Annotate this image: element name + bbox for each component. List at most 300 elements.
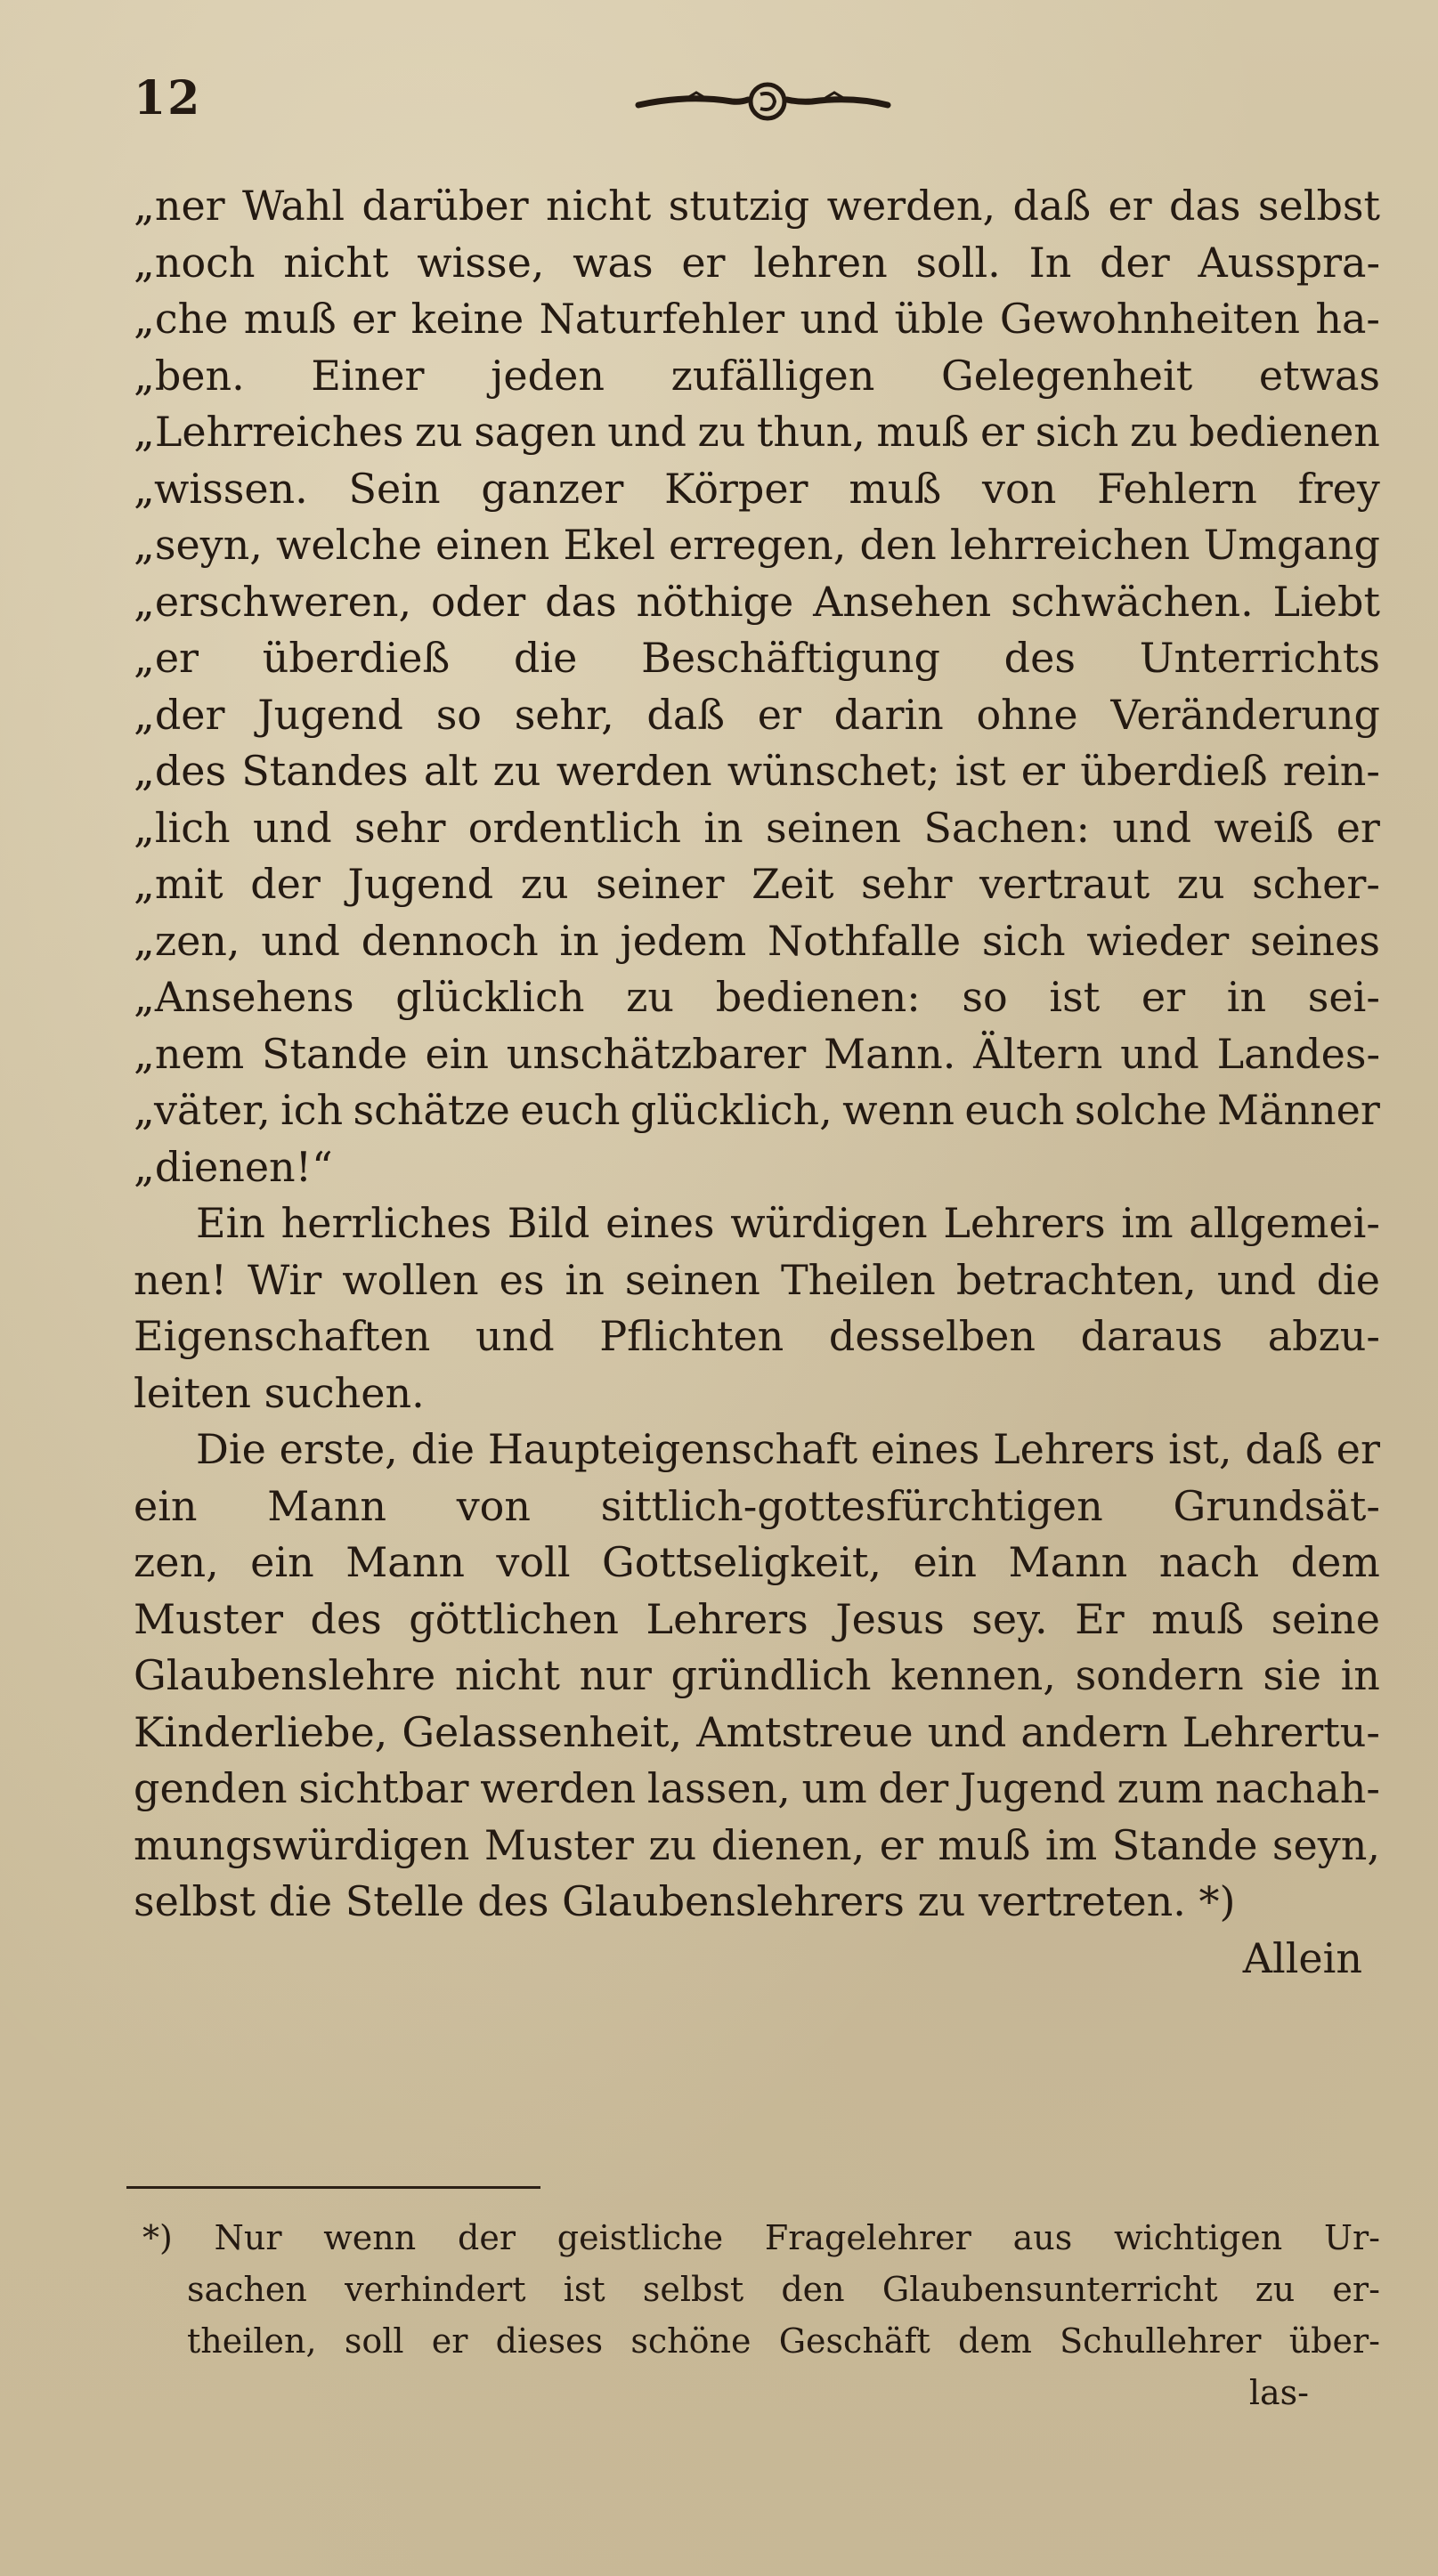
- word: Gewohnheiten: [999, 295, 1300, 343]
- text-line: [134, 178, 1380, 235]
- word: ist: [955, 747, 1006, 795]
- word: nachah-: [1215, 1764, 1380, 1812]
- word: *): [142, 2218, 173, 2257]
- word: lassen,: [646, 1764, 791, 1812]
- word: darin: [833, 690, 944, 739]
- word: dieses: [495, 2321, 604, 2361]
- word: „zen,: [134, 916, 240, 965]
- word: eines: [605, 1199, 715, 1247]
- word: Fehlern: [1097, 464, 1257, 513]
- word: sagen: [474, 408, 597, 456]
- word: muß: [938, 1820, 1031, 1869]
- word: und: [252, 803, 332, 852]
- word: daß: [1012, 182, 1092, 230]
- word: der: [458, 2218, 516, 2257]
- word: der: [878, 1764, 949, 1812]
- word: er: [979, 408, 1025, 456]
- word: jeden: [491, 351, 605, 400]
- word: Umgang: [1203, 521, 1380, 569]
- word: so: [435, 690, 482, 739]
- word: seiner: [596, 860, 725, 908]
- word: Lehrers: [646, 1594, 808, 1643]
- word: dem: [1290, 1538, 1380, 1586]
- word: Gottseligkeit,: [601, 1538, 882, 1586]
- footnote-line: [187, 2315, 1380, 2367]
- word: seinen: [624, 1255, 760, 1304]
- word: überdieß: [262, 634, 451, 682]
- word: er: [1141, 973, 1186, 1021]
- word: wisse,: [417, 238, 545, 287]
- word: Mann: [267, 1481, 387, 1530]
- word: ein: [134, 1481, 198, 1530]
- word: sie: [1263, 1651, 1321, 1699]
- footnote: [142, 2212, 1380, 2418]
- word: vertraut: [979, 860, 1150, 908]
- word: bedienen:: [715, 973, 921, 1021]
- word: sei-: [1307, 973, 1380, 1021]
- word: und: [927, 1707, 1007, 1756]
- word: herrliches: [280, 1199, 492, 1247]
- word: der: [1100, 238, 1170, 287]
- word: jedem: [620, 916, 747, 965]
- text-line: [134, 348, 1380, 405]
- word: im: [1044, 1820, 1098, 1869]
- word: oder: [430, 577, 526, 626]
- word: in: [703, 803, 743, 852]
- word: zufälligen: [670, 351, 875, 400]
- text-line: [134, 1422, 1380, 1478]
- word: ein: [250, 1538, 314, 1586]
- word: „ner: [134, 182, 225, 230]
- word: etwas: [1258, 351, 1380, 400]
- word: üble: [894, 295, 985, 343]
- word: Landes-: [1216, 1029, 1380, 1078]
- word: zu: [414, 408, 463, 456]
- word: den: [781, 2270, 845, 2309]
- word: zu: [1129, 408, 1178, 456]
- word: nicht: [546, 182, 652, 230]
- word: muß: [876, 408, 970, 456]
- text-line: [134, 291, 1380, 348]
- text-line: [134, 1705, 1380, 1762]
- word: zu: [1255, 2270, 1296, 2309]
- word: des: [310, 1594, 382, 1643]
- text-line: selbst die Stelle des Glaubenslehrers zu vertreten. *): [134, 1877, 1236, 1925]
- word: sehr: [860, 860, 953, 908]
- word: kennen,: [890, 1651, 1056, 1699]
- word: Zeit: [751, 860, 834, 908]
- word: Ansehen: [813, 577, 992, 626]
- word: nach: [1158, 1538, 1260, 1586]
- word: selbst: [1257, 182, 1380, 230]
- word: in: [565, 1255, 605, 1304]
- word: Unterrichts: [1139, 634, 1380, 682]
- word: Lehrers: [943, 1199, 1106, 1247]
- word: Glaubenslehre: [134, 1651, 436, 1699]
- word: ordentlich: [467, 803, 682, 852]
- word: Veränderung: [1110, 690, 1380, 739]
- header-ornament-icon: [634, 75, 892, 128]
- text-line: [134, 1478, 1380, 1535]
- word: er: [879, 1820, 923, 1869]
- word: „Ansehens: [134, 973, 354, 1021]
- word: Lehrers: [993, 1425, 1156, 1473]
- word: Körper: [664, 464, 808, 513]
- word: unschätzbarer: [506, 1029, 807, 1078]
- word: Gelassenheit,: [402, 1707, 683, 1756]
- word: soll: [344, 2321, 404, 2361]
- word: „Lehrreiches: [134, 408, 404, 456]
- word: in: [1226, 973, 1267, 1021]
- word: „noch: [134, 238, 256, 287]
- word: In: [1028, 238, 1072, 287]
- word: „der: [134, 690, 225, 739]
- word: Jugend: [959, 1764, 1106, 1812]
- word: Er: [1075, 1594, 1125, 1643]
- word: er: [1336, 1425, 1380, 1473]
- text-line: [134, 687, 1380, 744]
- text-line: „dienen!“: [134, 1142, 333, 1191]
- word: abzu-: [1267, 1312, 1380, 1360]
- word: ist,: [1168, 1425, 1232, 1473]
- word: muß: [243, 295, 337, 343]
- word: Pflichten: [599, 1312, 784, 1360]
- word: Bild: [507, 1199, 590, 1247]
- word: sey.: [971, 1594, 1048, 1643]
- word: stutzig: [668, 182, 810, 230]
- word: Gelegenheit: [940, 351, 1193, 400]
- word: wenn: [323, 2218, 417, 2257]
- word: zu: [697, 408, 746, 456]
- word: dienen,: [711, 1820, 865, 1869]
- word: im: [1121, 1199, 1174, 1247]
- word: ist: [563, 2270, 605, 2309]
- word: genden: [134, 1764, 288, 1812]
- word: in: [559, 916, 599, 965]
- text-line: [134, 1026, 1380, 1083]
- word: Fragelehrer: [764, 2218, 971, 2257]
- word: überdieß: [1080, 747, 1268, 795]
- word: zu: [626, 973, 675, 1021]
- word: mungswürdigen: [134, 1820, 470, 1869]
- word: dennoch: [361, 916, 539, 965]
- text-line: [134, 630, 1380, 687]
- word: muß: [849, 464, 942, 513]
- word: ha-: [1315, 295, 1380, 343]
- word: Kinderliebe,: [134, 1707, 388, 1756]
- word: wichtigen: [1114, 2218, 1283, 2257]
- word: Muster: [134, 1594, 284, 1643]
- word: Beschäftigung: [641, 634, 940, 682]
- word: soll.: [915, 238, 1001, 287]
- word: lehrreichen: [949, 521, 1190, 569]
- word: euch: [964, 1086, 1065, 1134]
- word: ich: [280, 1086, 344, 1134]
- word: nicht: [454, 1651, 561, 1699]
- word: Mann.: [824, 1029, 956, 1078]
- text-line: [134, 856, 1380, 913]
- word: andern: [1020, 1707, 1168, 1756]
- word: und: [261, 916, 340, 965]
- word: seyn,: [1271, 1820, 1380, 1869]
- word: seinen: [766, 803, 902, 852]
- word: göttlichen: [409, 1594, 620, 1643]
- word: geistliche: [557, 2218, 724, 2257]
- word: er: [681, 238, 726, 287]
- text-line: [134, 1592, 1380, 1648]
- text-line: [134, 235, 1380, 292]
- word: seine: [1271, 1594, 1380, 1643]
- word: ganzer: [481, 464, 624, 513]
- text-line: leiten suchen.: [134, 1368, 425, 1417]
- word: von: [982, 464, 1057, 513]
- word: Stande: [1111, 1820, 1258, 1869]
- text-line: [134, 913, 1380, 970]
- word: sich: [981, 916, 1066, 965]
- word: sittlich-gottesfürchtigen: [600, 1481, 1103, 1530]
- word: er: [431, 2321, 468, 2361]
- word: ein: [425, 1029, 490, 1078]
- word: theilen,: [187, 2321, 317, 2361]
- word: Lehrertu-: [1182, 1707, 1380, 1756]
- text-line: [134, 1648, 1380, 1705]
- word: die: [410, 1425, 475, 1473]
- word: Jugend: [347, 860, 494, 908]
- word: ein: [913, 1538, 978, 1586]
- word: schätze: [353, 1086, 510, 1134]
- word: seines: [1249, 916, 1380, 965]
- text-line: [134, 969, 1380, 1026]
- text-line: [134, 1535, 1380, 1592]
- word: und: [607, 408, 687, 456]
- word: rein-: [1282, 747, 1380, 795]
- word: zu: [648, 1820, 697, 1869]
- word: „lich: [134, 803, 231, 852]
- word: muß: [1151, 1594, 1245, 1643]
- word: schöne: [630, 2321, 751, 2361]
- word: er-: [1332, 2270, 1380, 2309]
- text-line: [134, 1082, 1380, 1139]
- word: Die: [196, 1425, 266, 1473]
- word: in: [1340, 1651, 1380, 1699]
- word: Ausspra-: [1198, 238, 1380, 287]
- word: Haupteigenschaft: [487, 1425, 858, 1473]
- word: nöthige: [636, 577, 794, 626]
- word: nen!: [134, 1255, 227, 1304]
- word: „che: [134, 295, 229, 343]
- word: Ekel: [563, 521, 655, 569]
- word: welche: [276, 521, 422, 569]
- word: daß: [1245, 1425, 1323, 1473]
- word: Männer: [1216, 1086, 1380, 1134]
- footnote-line: [187, 2264, 1380, 2315]
- word: das: [545, 577, 617, 626]
- word: Ur-: [1323, 2218, 1380, 2257]
- word: desselben: [828, 1312, 1036, 1360]
- word: solche: [1074, 1086, 1207, 1134]
- word: Jugend: [257, 690, 403, 739]
- word: daraus: [1080, 1312, 1223, 1360]
- word: Wir: [248, 1255, 322, 1304]
- word: Eigenschaften: [134, 1312, 431, 1360]
- word: nicht: [283, 238, 389, 287]
- word: Sachen:: [923, 803, 1091, 852]
- word: allgemei-: [1189, 1199, 1380, 1247]
- text-line: [134, 743, 1380, 800]
- word: darüber: [362, 182, 529, 230]
- word: Sein: [348, 464, 441, 513]
- word: des: [1003, 634, 1076, 682]
- text-line: [134, 800, 1380, 857]
- word: glücklich: [395, 973, 585, 1021]
- word: er: [1108, 182, 1152, 230]
- word: Einer: [311, 351, 425, 400]
- word: Grundsät-: [1173, 1481, 1380, 1530]
- word: schwächen.: [1011, 577, 1254, 626]
- text-line: [134, 1308, 1380, 1365]
- text-line: [134, 517, 1380, 574]
- word: und: [1112, 803, 1192, 852]
- word: thun,: [756, 408, 865, 456]
- word: die: [513, 634, 578, 682]
- word: was: [573, 238, 654, 287]
- word: über-: [1288, 2321, 1380, 2361]
- word: eines: [870, 1425, 980, 1473]
- text-line: [134, 404, 1380, 461]
- word: Naturfehler: [539, 295, 785, 343]
- word: daß: [646, 690, 725, 739]
- word: Standes: [241, 747, 409, 795]
- word: scher-: [1252, 860, 1380, 908]
- text-line: [134, 1195, 1380, 1252]
- word: wollen: [342, 1255, 479, 1304]
- footnote-divider: [126, 2186, 540, 2189]
- word: es: [499, 1255, 545, 1304]
- word: ohne: [976, 690, 1078, 739]
- word: werden: [556, 747, 712, 795]
- word: das: [1169, 182, 1241, 230]
- word: euch: [520, 1086, 621, 1134]
- text-line: [134, 1818, 1380, 1875]
- word: Amtstreue: [696, 1707, 914, 1756]
- word: sehr: [353, 803, 446, 852]
- catchword: Allein: [1242, 1933, 1362, 1982]
- word: Wahl: [242, 182, 345, 230]
- word: zu: [520, 860, 569, 908]
- word: voll: [496, 1538, 571, 1586]
- word: werden: [480, 1764, 637, 1812]
- word: sondern: [1075, 1651, 1244, 1699]
- word: er: [1020, 747, 1065, 795]
- word: zu: [1176, 860, 1225, 908]
- word: dem: [958, 2321, 1032, 2361]
- word: aus: [1012, 2218, 1073, 2257]
- text-line: [134, 461, 1380, 518]
- text-line: [134, 1761, 1380, 1818]
- word: betrachten,: [955, 1255, 1197, 1304]
- word: von: [456, 1481, 531, 1530]
- word: zum: [1117, 1764, 1205, 1812]
- word: Schullehrer: [1060, 2321, 1262, 2361]
- word: er: [352, 295, 396, 343]
- word: Nur: [214, 2218, 282, 2257]
- word: erste,: [279, 1425, 398, 1473]
- word: Nothfalle: [767, 916, 962, 965]
- word: frey: [1297, 464, 1380, 513]
- word: und: [1120, 1029, 1199, 1078]
- word: selbst: [642, 2270, 744, 2309]
- word: nur: [579, 1651, 652, 1699]
- word: zen,: [134, 1538, 219, 1586]
- word: ist: [1049, 973, 1101, 1021]
- word: und: [475, 1312, 555, 1360]
- word: zu: [492, 747, 541, 795]
- word: „seyn,: [134, 521, 263, 569]
- word: sich: [1035, 408, 1119, 456]
- word: die: [1316, 1255, 1380, 1304]
- footnote-line: [142, 2212, 1380, 2264]
- word: er: [757, 690, 801, 739]
- footnote-catchword: las-: [1248, 2373, 1309, 2412]
- main-text: [134, 178, 1380, 1987]
- word: wenn: [842, 1086, 955, 1134]
- word: „erschweren,: [134, 577, 412, 626]
- word: weiß: [1214, 803, 1314, 852]
- word: Ein: [196, 1199, 265, 1247]
- text-line: [134, 1252, 1380, 1309]
- word: und: [800, 295, 880, 343]
- word: lehren: [753, 238, 888, 287]
- word: Liebt: [1272, 577, 1380, 626]
- word: Mann: [345, 1538, 465, 1586]
- word: Muster: [483, 1820, 634, 1869]
- word: erregen,: [669, 521, 847, 569]
- text-line: [134, 574, 1380, 631]
- word: Theilen: [780, 1255, 936, 1304]
- word: würdigen: [730, 1199, 928, 1247]
- word: „er: [134, 634, 199, 682]
- word: „nem: [134, 1029, 245, 1078]
- word: der: [250, 860, 321, 908]
- word: Glaubensunterricht: [881, 2270, 1218, 2309]
- word: wieder: [1086, 916, 1230, 965]
- word: „des: [134, 747, 227, 795]
- word: sehr,: [514, 690, 614, 739]
- word: sichtbar: [298, 1764, 469, 1812]
- word: wünschet;: [727, 747, 940, 795]
- word: Jesus: [835, 1594, 945, 1643]
- word: Geschäft: [778, 2321, 930, 2361]
- word: und: [1216, 1255, 1296, 1304]
- word: Ältern: [973, 1029, 1103, 1078]
- word: Mann: [1008, 1538, 1128, 1586]
- word: gründlich: [670, 1651, 872, 1699]
- word: einen: [435, 521, 550, 569]
- word: so: [962, 973, 1008, 1021]
- word: bedienen: [1189, 408, 1380, 456]
- word: sachen: [187, 2270, 307, 2309]
- word: er: [1336, 803, 1380, 852]
- word: keine: [410, 295, 524, 343]
- word: „väter,: [134, 1086, 271, 1134]
- word: werden,: [826, 182, 996, 230]
- word: verhindert: [345, 2270, 526, 2309]
- word: „ben.: [134, 351, 245, 400]
- word: Stande: [262, 1029, 408, 1078]
- word: den: [859, 521, 937, 569]
- word: „wissen.: [134, 464, 308, 513]
- word: um: [801, 1764, 867, 1812]
